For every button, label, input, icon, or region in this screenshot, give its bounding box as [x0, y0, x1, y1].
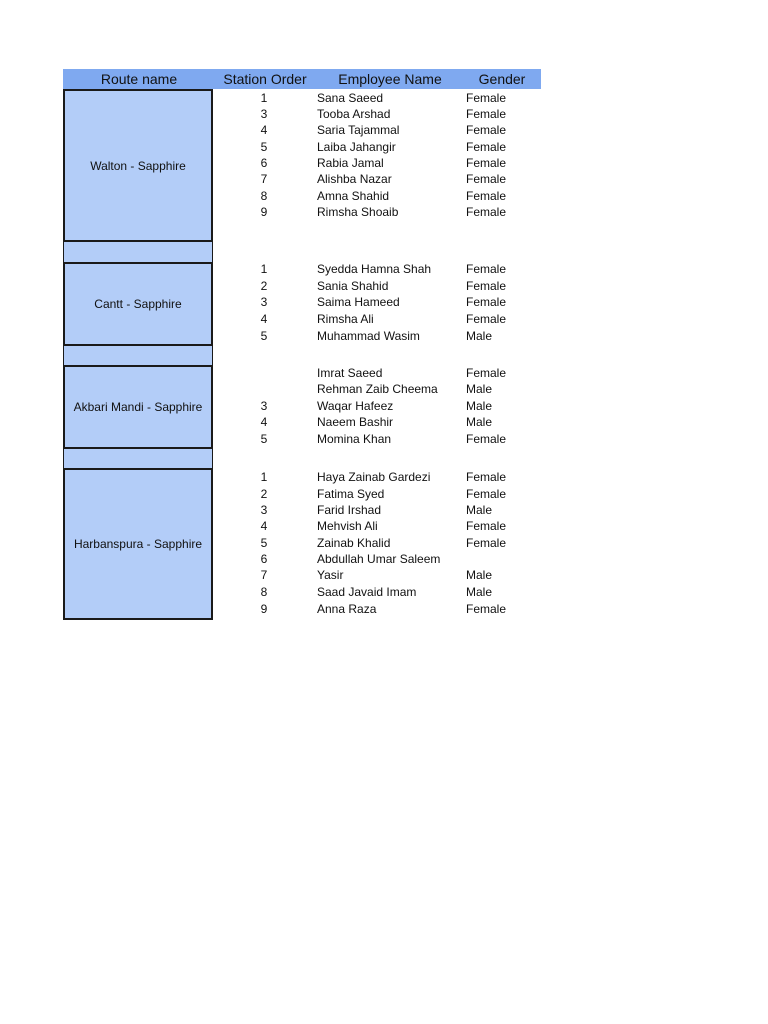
route-cell-akbari-mandi: [63, 365, 213, 449]
table-row: [216, 278, 546, 294]
station-order-cell: 4: [260, 123, 268, 137]
gender-cell: Male: [466, 568, 493, 582]
station-order-cell: 3: [260, 503, 268, 517]
employee-name-cell: Tooba Arshad: [317, 107, 391, 121]
employee-name-cell: Syedda Hamna Shah: [317, 262, 432, 276]
gender-cell: Female: [466, 123, 507, 137]
employee-name-cell: Mehvish Ali: [317, 519, 378, 533]
route-cell-harbanspura: [63, 468, 213, 620]
employee-name-cell: Yasir: [317, 568, 344, 582]
station-order-cell: 4: [260, 519, 268, 533]
table-row: [216, 551, 546, 567]
table-row: [216, 469, 546, 485]
employee-name-cell: Muhammad Wasim: [317, 329, 420, 343]
gender-cell: Female: [466, 432, 507, 446]
table-row: [216, 365, 546, 381]
header-gender: Gender: [478, 71, 526, 87]
gender-cell: Female: [466, 536, 507, 550]
station-order-cell: 5: [260, 140, 268, 154]
gender-cell: Female: [466, 487, 507, 501]
header-station-order: Station Order: [223, 71, 307, 87]
employee-name-cell: Anna Raza: [317, 602, 377, 616]
table-row: [216, 294, 546, 310]
table-row: [216, 486, 546, 502]
station-order-cell: 6: [260, 156, 268, 170]
table-row: [216, 122, 546, 138]
table-row: [216, 431, 546, 447]
route-label: Cantt - Sapphire: [94, 297, 182, 311]
route-gap: [63, 346, 213, 365]
table-row: [216, 328, 546, 344]
gender-cell: Female: [466, 156, 507, 170]
gender-cell: Male: [466, 382, 493, 396]
employee-name-cell: Rabia Jamal: [317, 156, 384, 170]
station-order-cell: 9: [260, 602, 268, 616]
route-cell-cantt: [63, 262, 213, 346]
station-order-cell: 4: [260, 312, 268, 326]
table-row: [216, 584, 546, 600]
gender-cell: Female: [466, 295, 507, 309]
employee-name-cell: Rimsha Shoaib: [317, 205, 399, 219]
gender-cell: Male: [466, 585, 493, 599]
table-row: [216, 398, 546, 414]
gender-cell: Male: [466, 415, 493, 429]
route-gap: [63, 449, 213, 468]
table-row: [216, 171, 546, 187]
employee-name-cell: Amna Shahid: [317, 189, 390, 203]
station-order-cell: 1: [260, 470, 268, 484]
table-row: [216, 204, 546, 220]
route-label: Harbanspura - Sapphire: [73, 537, 203, 551]
employee-name-cell: Fatima Syed: [317, 487, 385, 501]
station-order-cell: 5: [260, 329, 268, 343]
station-order-cell: 4: [260, 415, 268, 429]
header-route-name: Route name: [100, 71, 178, 87]
employee-name-cell: Naeem Bashir: [317, 415, 394, 429]
gender-cell: Female: [466, 602, 507, 616]
route-label: Walton - Sapphire: [90, 158, 186, 173]
station-order-cell: 2: [260, 487, 268, 501]
station-order-cell: 3: [260, 107, 268, 121]
table-row: [216, 106, 546, 122]
gender-cell: Female: [466, 366, 507, 380]
table-row: [216, 90, 546, 106]
gender-cell: Female: [466, 519, 507, 533]
employee-name-cell: Rimsha Ali: [317, 312, 374, 326]
gender-cell: Male: [466, 399, 493, 413]
table-row: [216, 518, 546, 534]
table-row: [216, 155, 546, 171]
station-order-cell: 9: [260, 205, 268, 219]
table-row: [216, 139, 546, 155]
gender-cell: Female: [466, 140, 507, 154]
table-row: [216, 311, 546, 327]
gender-cell: Female: [466, 189, 507, 203]
station-order-cell: 5: [260, 432, 268, 446]
employee-name-cell: Farid Irshad: [317, 503, 382, 517]
station-order-cell: 6: [260, 552, 268, 566]
employee-name-cell: Abdullah Umar Saleem: [317, 552, 441, 566]
employee-name-cell: Alishba Nazar: [317, 172, 392, 186]
route-gap: [63, 242, 213, 262]
employee-name-cell: Sana Saeed: [317, 91, 384, 105]
gender-cell: Female: [466, 91, 507, 105]
employee-name-cell: Laiba Jahangir: [317, 140, 396, 154]
employee-name-cell: Imrat Saeed: [317, 366, 383, 380]
gender-cell: Female: [466, 107, 507, 121]
employee-name-cell: Zainab Khalid: [317, 536, 391, 550]
station-order-cell: 1: [260, 91, 268, 105]
table-row: [216, 535, 546, 551]
station-order-cell: 7: [260, 172, 268, 186]
gender-cell: Female: [466, 312, 507, 326]
table-row: [216, 414, 546, 430]
employee-name-cell: Rehman Zaib Cheema: [317, 382, 438, 396]
gender-cell: Female: [466, 205, 507, 219]
employee-name-cell: Haya Zainab Gardezi: [317, 470, 431, 484]
gender-cell: Female: [466, 279, 507, 293]
employee-name-cell: Saima Hameed: [317, 295, 400, 309]
station-order-cell: 8: [260, 585, 268, 599]
gender-cell: Female: [466, 172, 507, 186]
gender-cell: Female: [466, 470, 507, 484]
station-order-cell: 3: [260, 295, 268, 309]
station-order-cell: 1: [260, 262, 268, 276]
gender-cell: Male: [466, 503, 493, 517]
route-label: Akbari Mandi - Sapphire: [73, 400, 203, 414]
employee-name-cell: Saad Javaid Imam: [317, 585, 417, 599]
table-row: [216, 381, 546, 397]
table-row: [216, 188, 546, 204]
station-order-cell: 8: [260, 189, 268, 203]
employee-name-cell: Sania Shahid: [317, 279, 389, 293]
header-employee-name: Employee Name: [338, 71, 442, 87]
station-order-cell: 7: [260, 568, 268, 582]
station-order-cell: 3: [260, 399, 268, 413]
station-order-cell: 5: [260, 536, 268, 550]
employee-name-cell: Momina Khan: [317, 432, 392, 446]
header-row: [63, 69, 541, 89]
gender-cell: Male: [466, 329, 493, 343]
station-order-cell: 2: [260, 279, 268, 293]
route-cell-walton: [63, 89, 213, 242]
table-row: [216, 601, 546, 617]
employee-name-cell: Saria Tajammal: [317, 123, 400, 137]
table-row: [216, 261, 546, 277]
employee-name-cell: Waqar Hafeez: [317, 399, 394, 413]
table-row: [216, 567, 546, 583]
gender-cell: Female: [466, 262, 507, 276]
table-row: [216, 502, 546, 518]
